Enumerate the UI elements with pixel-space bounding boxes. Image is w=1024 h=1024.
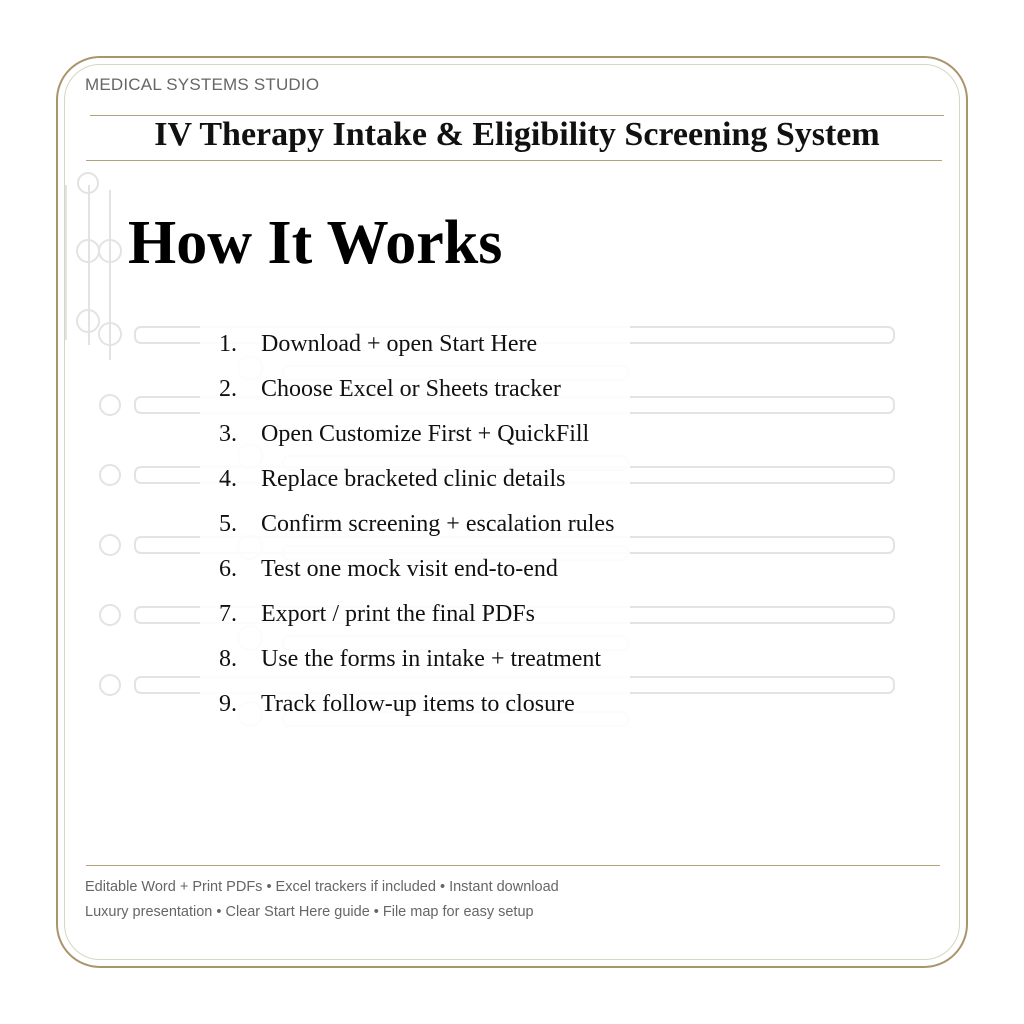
brand-label: MEDICAL SYSTEMS STUDIO bbox=[85, 75, 320, 94]
list-item bbox=[200, 412, 630, 457]
step-text: Download + open Start Here bbox=[261, 331, 538, 357]
step-number: 8. bbox=[219, 646, 237, 672]
step-text: Open Customize First + QuickFill bbox=[261, 421, 590, 447]
footer-line-2: Luxury presentation • Clear Start Here guide • File map for easy setup bbox=[85, 904, 534, 920]
list-item bbox=[200, 502, 630, 547]
step-text: Export / print the final PDFs bbox=[261, 601, 535, 627]
step-text: Confirm screening + escalation rules bbox=[261, 511, 615, 537]
list-item bbox=[200, 637, 630, 682]
list-item bbox=[200, 457, 630, 502]
step-number: 3. bbox=[219, 421, 237, 447]
step-number: 2. bbox=[219, 376, 237, 402]
step-number: 4. bbox=[219, 466, 237, 492]
step-number: 5. bbox=[219, 511, 237, 537]
step-number: 1. bbox=[219, 331, 237, 357]
step-text: Choose Excel or Sheets tracker bbox=[261, 376, 561, 402]
footer-rule bbox=[86, 865, 940, 866]
step-number: 9. bbox=[219, 691, 237, 717]
document-title: IV Therapy Intake & Eligibility Screening System bbox=[154, 116, 880, 153]
list-item bbox=[200, 322, 630, 367]
footer-line-1: Editable Word + Print PDFs • Excel trackers if included • Instant download bbox=[85, 879, 559, 895]
list-item bbox=[200, 547, 630, 592]
list-item bbox=[200, 592, 630, 637]
step-text: Track follow-up items to closure bbox=[261, 691, 575, 717]
section-heading: How It Works bbox=[128, 209, 503, 277]
steps-list bbox=[200, 322, 630, 727]
step-text: Replace bracketed clinic details bbox=[261, 466, 566, 492]
step-number: 7. bbox=[219, 601, 237, 627]
list-item bbox=[200, 367, 630, 412]
step-text: Test one mock visit end-to-end bbox=[261, 556, 558, 582]
step-text: Use the forms in intake + treatment bbox=[261, 646, 602, 672]
step-number: 6. bbox=[219, 556, 237, 582]
header-rule-bottom bbox=[86, 160, 942, 161]
list-item bbox=[200, 682, 630, 727]
